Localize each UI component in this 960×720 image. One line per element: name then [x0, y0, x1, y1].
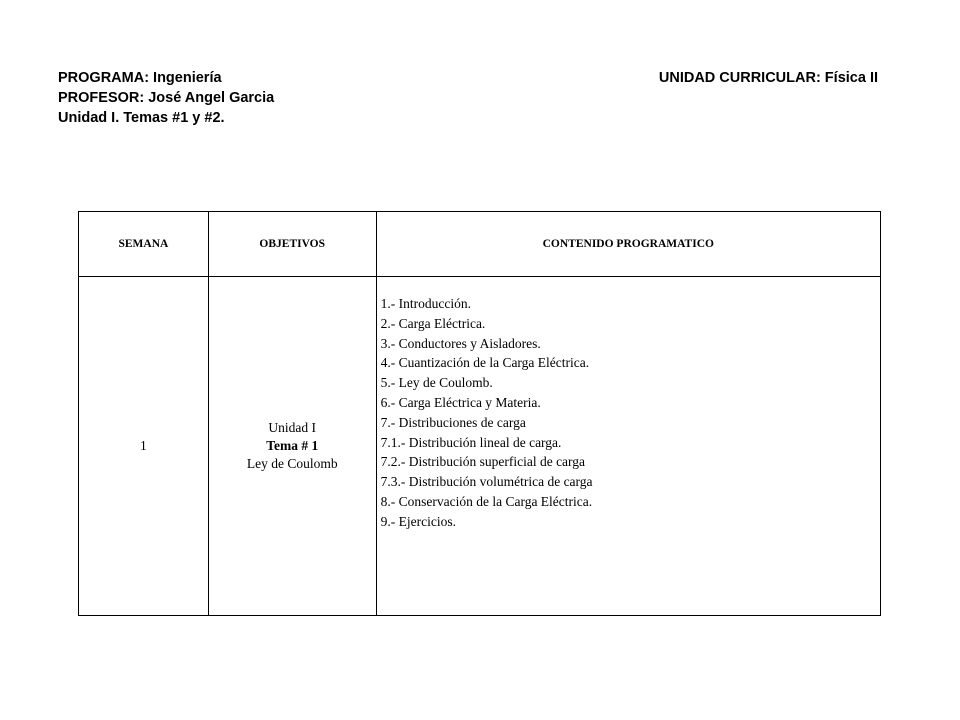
list-item: 2.- Carga Eléctrica.: [380, 315, 486, 331]
column-header-semana: SEMANA: [79, 212, 209, 277]
list-item: 7.1.- Distribución lineal de carga.: [380, 434, 562, 450]
column-header-contenido: CONTENIDO PROGRAMATICO: [376, 212, 880, 277]
semana-cell: 1: [79, 277, 209, 616]
contenido-cell: [376, 277, 880, 616]
content-list: [377, 277, 880, 532]
list-item: 4.- Cuantización de la Carga Eléctrica.: [380, 355, 590, 371]
course-schedule-table: [78, 211, 881, 616]
list-item: 1.- Introducción.: [380, 296, 471, 311]
objetivo-unidad: Unidad I: [268, 420, 317, 435]
list-item: 5.- Ley de Coulomb.: [380, 375, 493, 391]
list-item: 7.- Distribuciones de carga: [380, 414, 526, 430]
column-header-objetivos: OBJETIVOS: [208, 212, 376, 277]
profesor-label: PROFESOR: José Angel Garcia: [58, 90, 275, 106]
table-row: [79, 277, 881, 616]
list-item: 9.- Ejercicios.: [380, 513, 456, 529]
list-item: 8.- Conservación de la Carga Eléctrica.: [380, 493, 593, 509]
objetivo-titulo: Ley de Coulomb: [246, 456, 338, 471]
objetivos-cell: [208, 277, 376, 616]
list-item: 3.- Conductores y Aisladores.: [380, 335, 541, 351]
unidad-label: Unidad I. Temas #1 y #2.: [58, 110, 225, 126]
programa-label: PROGRAMA: Ingeniería: [58, 70, 222, 86]
list-item: 7.3.- Distribución volumétrica de carga: [380, 474, 593, 490]
unidad-curricular-label: UNIDAD CURRICULAR: Física II: [658, 70, 878, 86]
list-item: 7.2.- Distribución superficial de carga: [380, 454, 586, 470]
header-row-top: [58, 68, 878, 88]
document-header: [58, 68, 878, 128]
list-item: 6.- Carga Eléctrica y Materia.: [380, 394, 541, 410]
objetivo-tema: Tema # 1: [266, 438, 319, 453]
table-header-row: [79, 212, 881, 277]
